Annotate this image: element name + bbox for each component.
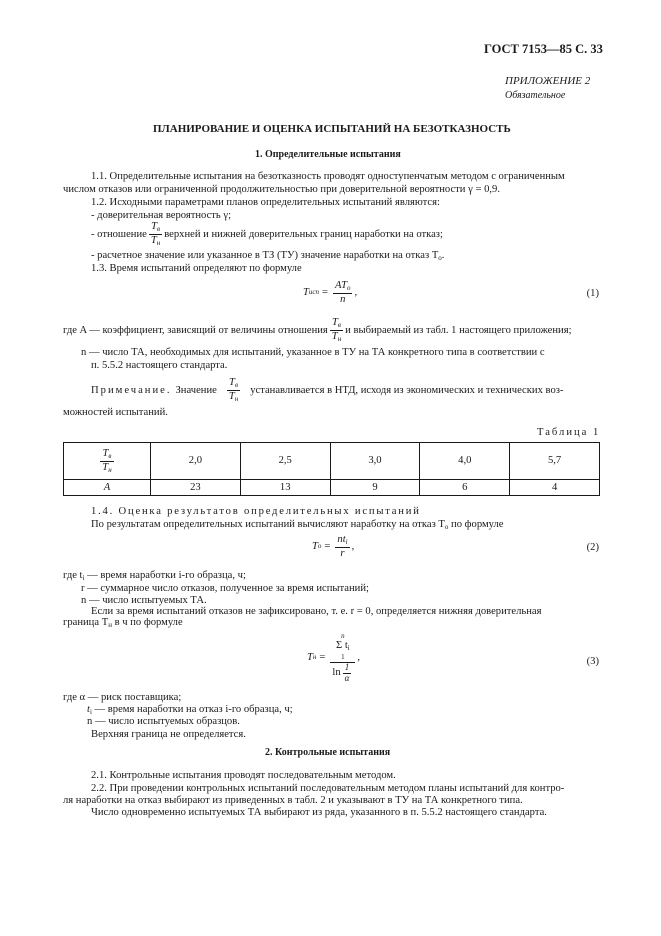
bullet-ratio-pre: - отношение xyxy=(91,228,147,240)
bullet-confidence: - доверительная вероятность γ; xyxy=(91,210,232,221)
where-alpha: где α — риск поставщика; xyxy=(63,692,182,703)
f3-sum-sub: i xyxy=(347,644,350,652)
section-2-heading: 2. Контрольные испытания xyxy=(265,747,391,758)
note-pre: Значение xyxy=(175,384,217,396)
f2-lhs-sub: о xyxy=(317,542,322,551)
bullet-mtbf-sub: о xyxy=(438,254,442,262)
formula-1-number: (1) xyxy=(586,288,599,299)
table-cell: 9 xyxy=(330,480,420,496)
para-2-2-line2: ля наработки на отказ выбирают из приведенных в табл. 2 и указывают в ТУ на ТА конкретного типа. xyxy=(63,795,523,806)
table-row xyxy=(64,443,600,480)
f3-lhs: T xyxy=(307,652,313,664)
appendix-label: ПРИЛОЖЕНИЕ 2 xyxy=(505,75,591,87)
p14-sub: о xyxy=(444,523,449,531)
p14-end: по формуле xyxy=(448,519,504,530)
section-1-heading: 1. Определительные испытания xyxy=(255,149,401,160)
para-no-failures-line2 xyxy=(63,616,183,630)
where-a-pre: где A — коэффициент, зависящий от величины отношения xyxy=(63,324,328,336)
f3-sum-bottom: 1 xyxy=(341,652,345,661)
f1-den: n xyxy=(340,293,346,305)
formula-2-number: (2) xyxy=(586,542,599,553)
f1-lhs: T xyxy=(303,287,309,299)
where-n-line1: n — число ТА, необходимых для испытаний, указанное в ТУ на ТА конкретного типа в соответствии с xyxy=(81,347,545,358)
para-1-3: 1.3. Время испытаний определяют по формуле xyxy=(91,263,302,274)
bullet-mtbf-end: . xyxy=(441,250,445,261)
where-a-fraction xyxy=(330,317,343,343)
f2-num: nt xyxy=(337,534,346,545)
upper-bound-note: Верхняя граница не определяется. xyxy=(91,729,246,740)
table-cell: 13 xyxy=(240,480,330,496)
f3-lhs-sub: н xyxy=(312,653,317,662)
f2-fraction xyxy=(335,534,349,559)
table-cell: 4 xyxy=(510,480,600,496)
bullet-mtbf xyxy=(91,249,444,263)
bullet-ratio xyxy=(91,221,443,247)
f3-ln-den: α xyxy=(344,672,350,683)
p2l2-end: в ч по формуле xyxy=(111,617,183,628)
where-r: r — суммарное число отказов, полученное за время испытаний; xyxy=(81,583,369,594)
table-cell: 23 xyxy=(151,480,241,496)
where-a-post: и выбираемый из табл. 1 настоящего приложения; xyxy=(345,324,572,336)
w1-text: где t xyxy=(63,570,83,581)
f2-num-sub: i xyxy=(345,538,348,546)
table-row-label: A xyxy=(64,480,151,496)
tb-frac-bot: T xyxy=(102,461,109,473)
ratio-fraction xyxy=(149,221,162,247)
appendix-status: Обязательное xyxy=(505,90,566,101)
f1-num: AT xyxy=(335,280,347,291)
note xyxy=(91,377,563,403)
nt-frac-top-sub: в xyxy=(234,381,238,389)
f3-fraction xyxy=(330,632,355,683)
wa-frac-top-sub: в xyxy=(337,321,341,329)
where-ti xyxy=(63,569,246,583)
tb-frac-top: T xyxy=(102,447,109,459)
para-no-failures-line1: Если за время испытаний отказов не зафиксировано, т. е. r = 0, определяется нижняя доверительная xyxy=(91,606,542,617)
table-cell: 4,0 xyxy=(420,443,510,480)
where-n3: n — число испытуемых образцов. xyxy=(87,716,240,727)
nt-frac-top: T xyxy=(229,377,235,388)
nt-frac-bot-sub: н xyxy=(234,394,239,403)
table-cell: 6 xyxy=(420,480,510,496)
p2l2-sub: н xyxy=(108,621,112,629)
where-n-line2: п. 5.5.2 настоящего стандарта. xyxy=(91,360,228,371)
table-cell: 3,0 xyxy=(330,443,420,480)
w5-sub: i xyxy=(89,708,92,716)
table-row xyxy=(64,480,600,496)
frac-top-sub: в xyxy=(156,225,161,233)
f2-den: r xyxy=(340,547,345,559)
note-line2: можностей испытаний. xyxy=(63,407,168,418)
f3-ln: ln xyxy=(332,667,341,679)
f1-lhs-sub: исп xyxy=(308,288,320,297)
table-ratio-fraction xyxy=(100,448,113,474)
wa-frac-bot-sub: н xyxy=(337,334,342,343)
p14-text: По результатам определительных испытаний вычисляют наработку на отказ T xyxy=(91,519,445,530)
table-cell: 2,5 xyxy=(240,443,330,480)
f3-ln-fraction xyxy=(343,663,352,684)
f3-ln-num: 1 xyxy=(343,663,352,674)
tb-frac-bot-sub: н xyxy=(108,465,112,474)
formula-3: T н = n Σ $t_i$ 1 ln $\frac{1}{\alpha}$ , xyxy=(307,632,361,683)
para-2-3: Число одновременно испытуемых ТА выбирают из ряда, указанного в п. 5.5.2 настоящего стандарта. xyxy=(91,807,547,818)
f2-lhs: T xyxy=(312,541,318,553)
bullet-ratio-post: верхней и нижней доверительных границ наработки на отказ; xyxy=(164,228,443,240)
para-1-1-line2: числом отказов или ограниченной продолжительностью при доверительной вероятности γ = 0,9. xyxy=(63,184,500,195)
para-1-2: 1.2. Исходными параметрами планов определительных испытаний являются: xyxy=(91,197,440,208)
section-1-4-heading: 1.4. Оценка результатов определительных испытаний xyxy=(91,506,421,517)
table-cell: 5,7 xyxy=(510,443,600,480)
para-1-4-1 xyxy=(91,518,503,532)
f1-fraction xyxy=(333,280,352,305)
frac-bot: T xyxy=(150,234,157,246)
tb-frac-top-sub: в xyxy=(108,451,112,460)
formula-2: T о = $\frac{nt_i}{r}$ , xyxy=(312,534,355,559)
document-title: ПЛАНИРОВАНИЕ И ОЦЕНКА ИСПЫТАНИЙ НА БЕЗОТКАЗНОСТЬ xyxy=(153,123,511,135)
wa-frac-top: T xyxy=(332,317,338,328)
para-1-1-line1: 1.1. Определительные испытания на безотказность проводят одноступенчатым методом с ограниченным xyxy=(91,171,565,182)
note-label: Примечание. xyxy=(91,384,172,396)
wa-frac-bot: T xyxy=(331,330,338,342)
frac-bot-sub: н xyxy=(156,238,161,247)
w5-text: t xyxy=(87,704,90,715)
formula-3-number: (3) xyxy=(586,656,599,667)
f3-sum-top: n xyxy=(341,632,345,640)
note-fraction xyxy=(227,377,240,403)
frac-top: T xyxy=(151,221,157,232)
formula-1: T исп = $\frac{AT_о}{n}$ , xyxy=(303,280,358,305)
f1-num-sub: о xyxy=(346,284,351,292)
table-1-caption: Таблица 1 xyxy=(537,427,601,438)
para-2-2-line1: 2.2. При проведении контрольных испытаний последовательным методом планы испытаний для контро- xyxy=(91,783,565,794)
where-a xyxy=(63,317,572,343)
table-1 xyxy=(63,442,600,496)
w5-end: — время наработки на отказ i-го образца, ч; xyxy=(91,704,293,715)
table-cell: 2,0 xyxy=(151,443,241,480)
bullet-mtbf-text: - расчетное значение или указанное в ТЗ (ТУ) значение наработки на отказ T xyxy=(91,250,439,261)
w1-sub: i xyxy=(82,574,85,582)
nt-frac-bot: T xyxy=(228,390,235,402)
page-header-code: ГОСТ 7153—85 С. 33 xyxy=(484,42,603,56)
note-post: устанавливается в НТД, исходя из экономических и технических воз- xyxy=(250,384,564,396)
table-header-ratio xyxy=(64,443,151,480)
para-2-1: 2.1. Контрольные испытания проводят последовательным методом. xyxy=(91,770,396,781)
f3-sum: Σ t xyxy=(336,640,348,651)
w1-end: — время наработки i-го образца, ч; xyxy=(84,570,246,581)
where-n2: n — число испытуемых ТА. xyxy=(81,595,207,606)
p2l2-text: граница T xyxy=(63,617,109,628)
